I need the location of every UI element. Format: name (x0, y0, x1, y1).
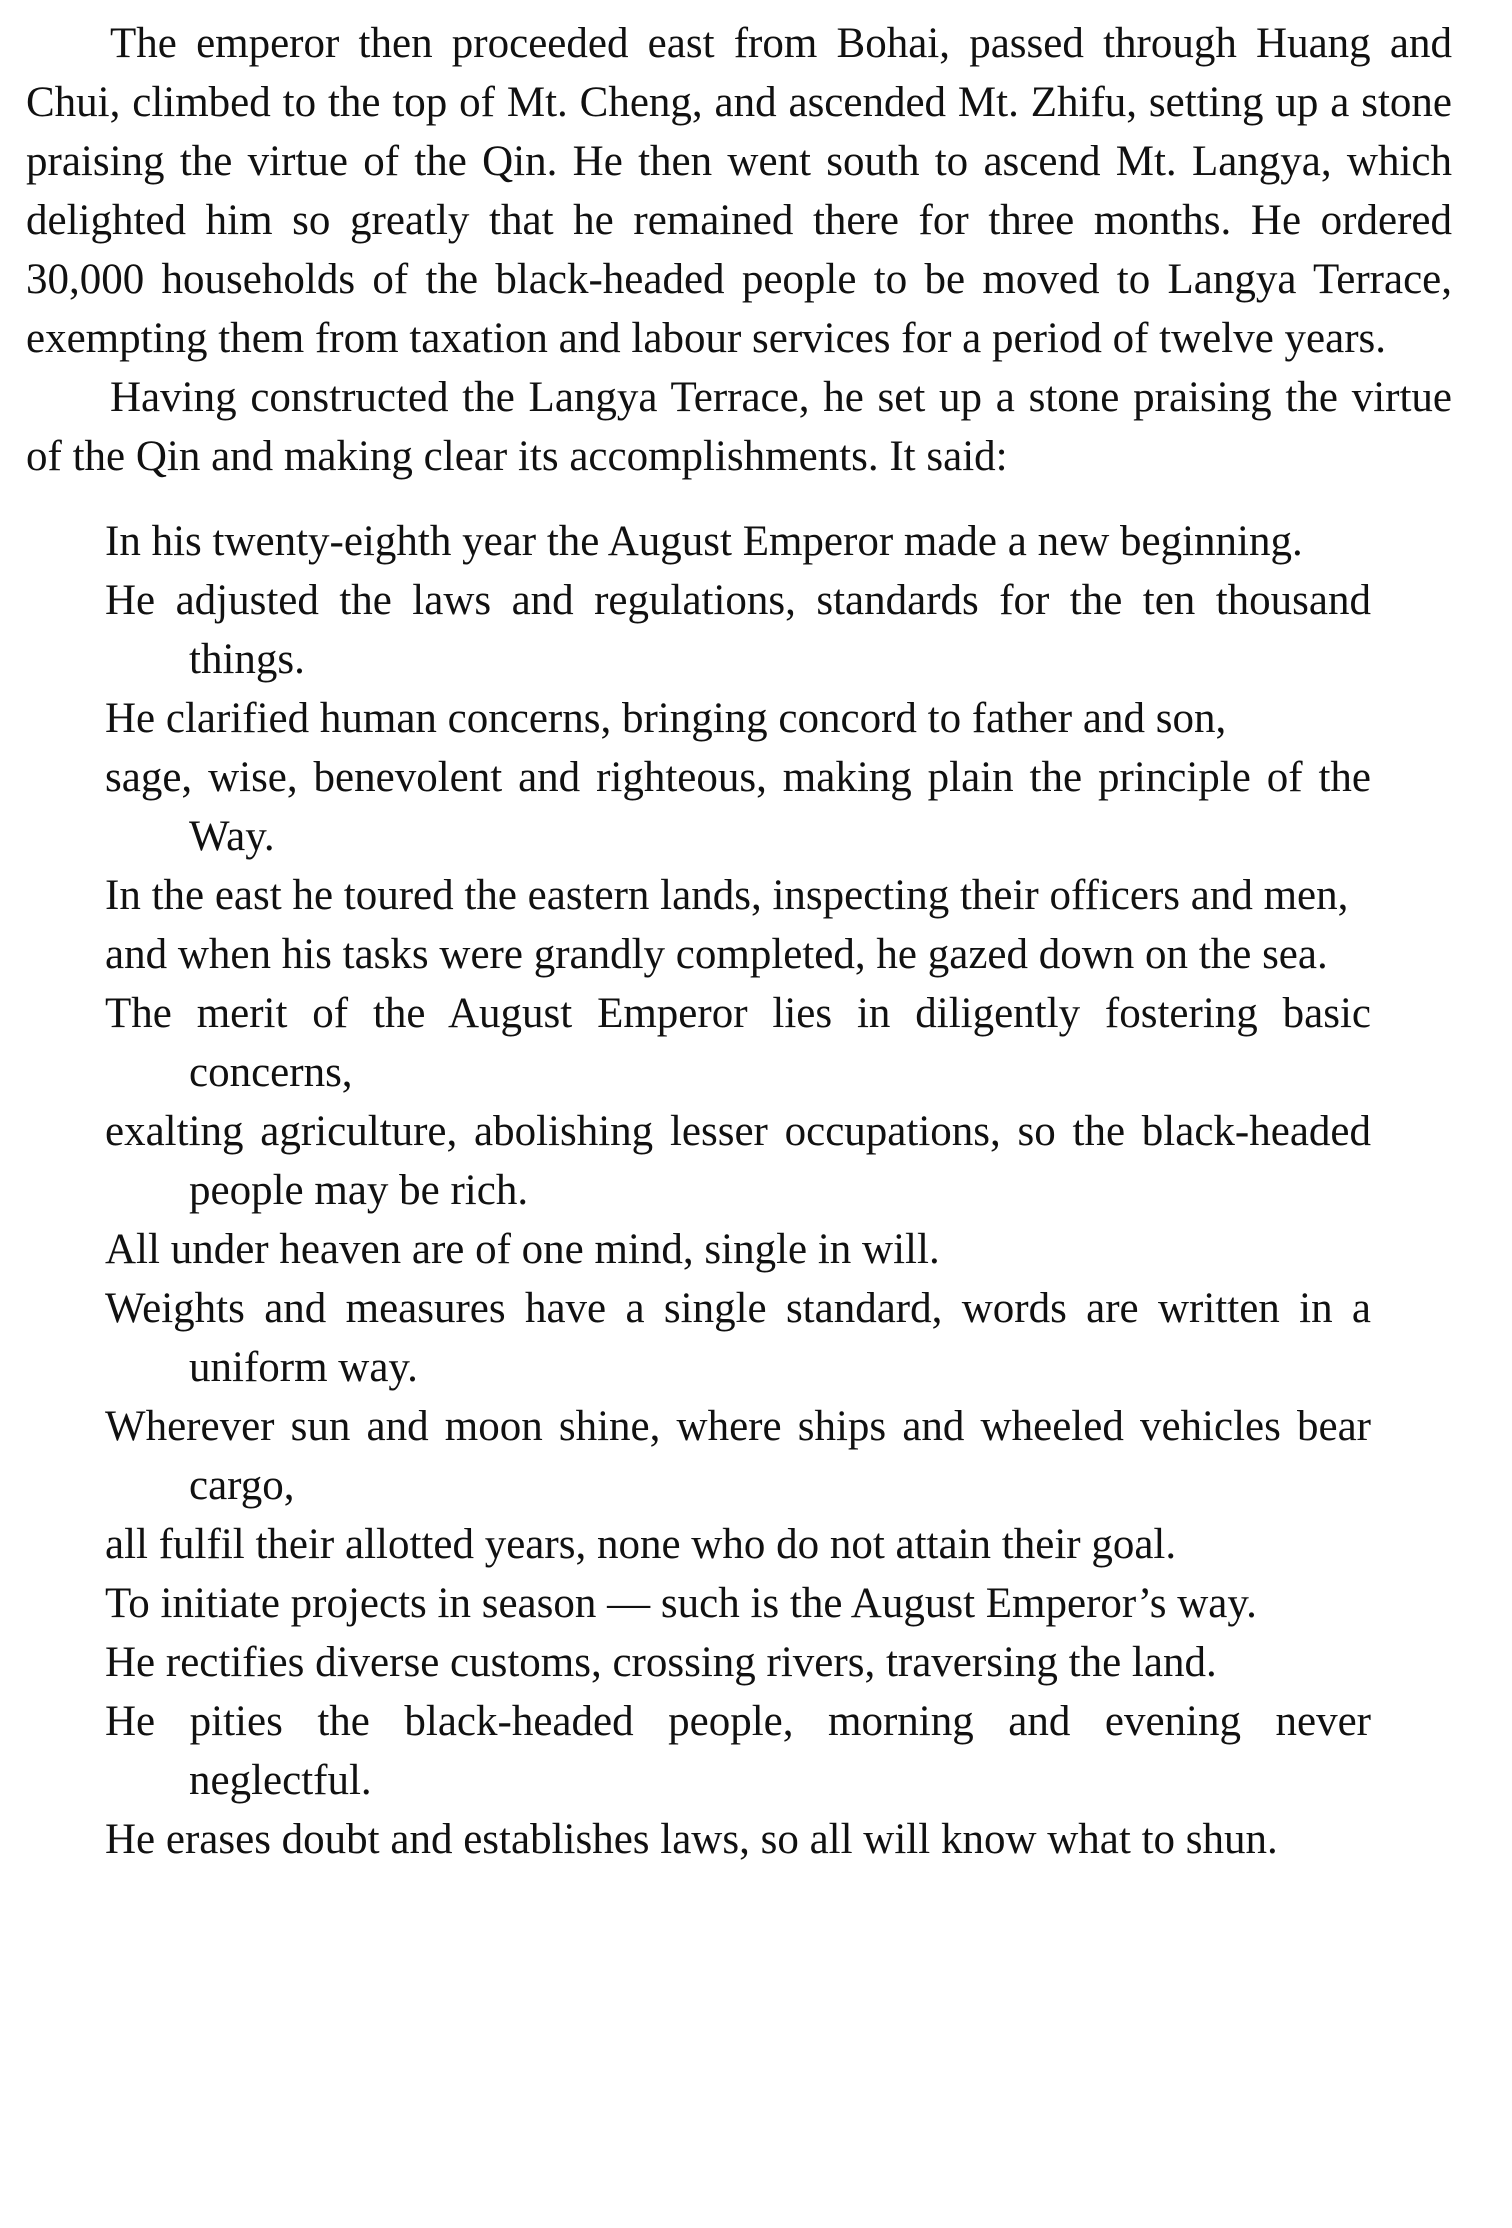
paragraph-tour: The emperor then proceeded east from Bohai, passed through Huang and Chui, climbed to the top of Mt. Cheng, and ascended Mt. Zhifu, setting up a stone praising the virtue of the Qin. He then went south to ascend Mt. Langya, which delighted him so greatly that he remained there for three months. He ordered 30,000 households of the black-headed people to be moved to Langya Terrace, exempting them from taxation and labour services for a period of twelve years. (26, 20, 1452, 362)
verse-line: He pities the black-headed people, morning and evening never neglectful. (105, 1698, 1371, 1804)
verse-line: Wherever sun and moon shine, where ships and wheeled vehicles bear cargo, (105, 1403, 1371, 1509)
verse-line: Weights and measures have a single standard, words are written in a uniform way. (105, 1285, 1371, 1391)
verse-line: exalting agriculture, abolishing lesser occupations, so the black-headed people may be rich. (105, 1108, 1371, 1214)
verse-line: all fulfil their allotted years, none who do not attain their goal. (105, 1521, 1177, 1568)
verse-line: and when his tasks were grandly completed, he gazed down on the sea. (105, 931, 1328, 978)
verse-line: He rectifies diverse customs, crossing rivers, traversing the land. (105, 1639, 1217, 1686)
verse-line: To initiate projects in season — such is the August Emperor’s way. (105, 1580, 1257, 1627)
prose-section (26, 14, 1452, 486)
inscription-verse (105, 512, 1371, 1869)
verse-line: He clarified human concerns, bringing concord to father and son, (105, 695, 1227, 742)
verse-line: The merit of the August Emperor lies in diligently fostering basic concerns, (105, 990, 1371, 1096)
verse-line: All under heaven are of one mind, single in will. (105, 1226, 940, 1273)
verse-line: In the east he toured the eastern lands, inspecting their officers and men, (105, 872, 1349, 919)
verse-line: He adjusted the laws and regulations, standards for the ten thousand things. (105, 577, 1371, 683)
verse-line: He erases doubt and establishes laws, so all will know what to shun. (105, 1816, 1278, 1863)
verse-line: sage, wise, benevolent and righteous, making plain the principle of the Way. (105, 754, 1371, 860)
verse-line: In his twenty-eighth year the August Emperor made a new beginning. (105, 518, 1303, 565)
paragraph-langya-terrace: Having constructed the Langya Terrace, he set up a stone praising the virtue of the Qin and making clear its accomplishments. It said: (26, 374, 1452, 480)
